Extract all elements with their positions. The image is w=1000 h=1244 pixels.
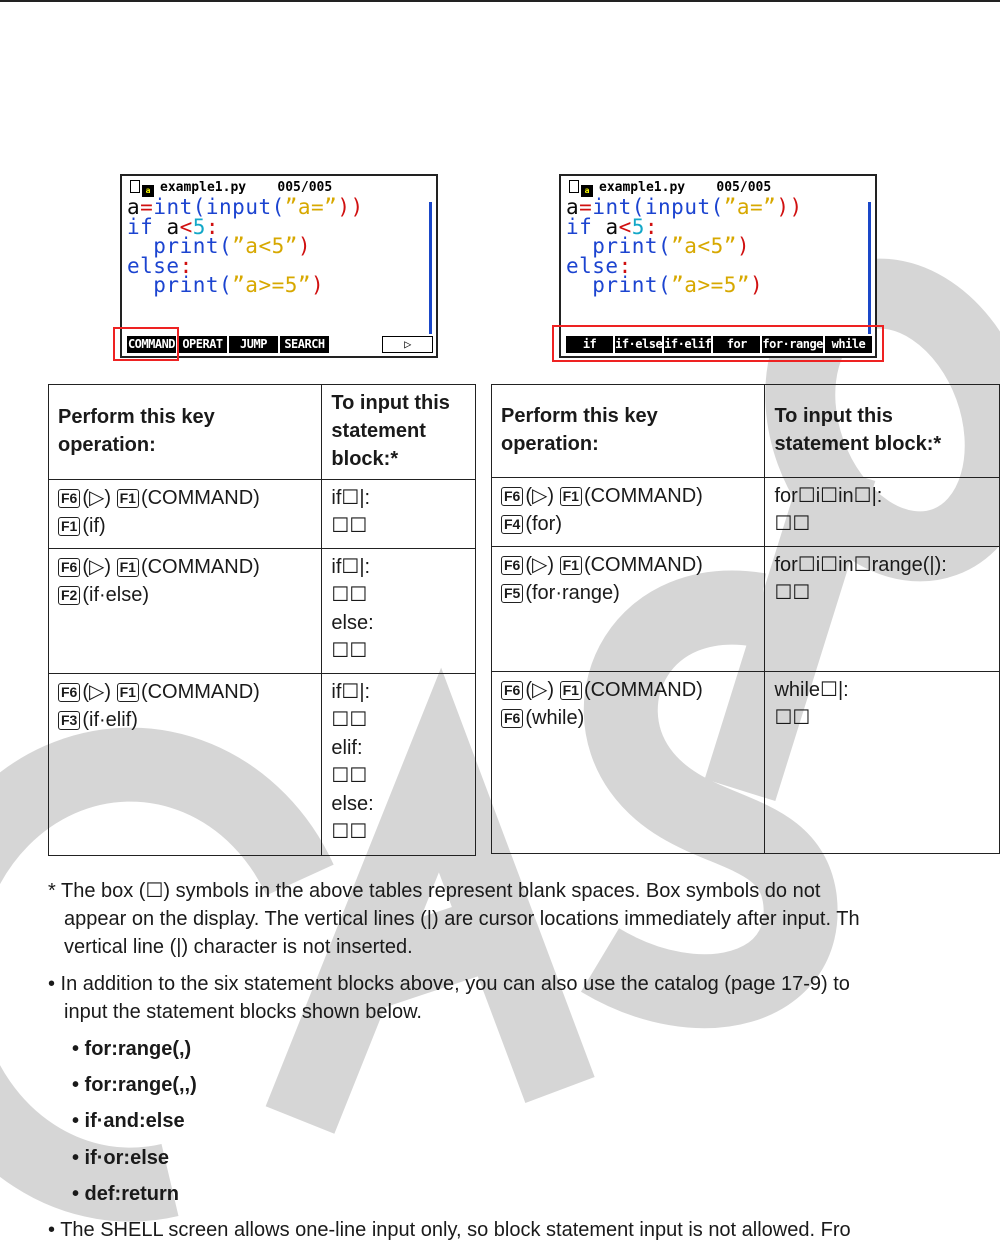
key-sequence (501, 482, 756, 510)
fkey-3[interactable]: if·elif (664, 337, 712, 351)
function-key-cap: F6 (58, 489, 80, 508)
table-row (492, 478, 1000, 547)
statement-line: ☐☐ (774, 582, 811, 604)
fkey-1[interactable]: if (566, 336, 613, 353)
statement-block-cell (322, 480, 476, 549)
code-token: a (127, 195, 141, 219)
table-row (49, 480, 476, 549)
fkey-4[interactable]: SEARCH (280, 336, 329, 353)
code-token: ”a<5” (232, 234, 298, 258)
function-key-cap: F1 (117, 558, 139, 577)
key-operation-cell (49, 674, 322, 856)
screen-title-bar (130, 180, 332, 196)
catalog-item: • for:range(,,) (72, 1074, 197, 1096)
statement-line: ☐☐ (774, 513, 811, 535)
key-label: (▷) (525, 554, 560, 576)
key-label: (COMMAND) (140, 487, 260, 509)
key-label: (▷) (525, 679, 560, 701)
statement-line: ☐☐ (331, 765, 368, 787)
footnote-line: vertical line (|) character is not inserted. (64, 936, 413, 958)
key-sequence (58, 512, 313, 540)
code-token: : (179, 253, 193, 278)
screen-title-bar (569, 180, 771, 196)
statement-table-right (491, 384, 1000, 854)
key-sequence (501, 704, 756, 732)
code-token: = (579, 195, 593, 219)
shell-note: • The SHELL screen allows one-line input only, so block statement input is not allowed. Fro (48, 1219, 851, 1241)
statement-block-cell (765, 547, 1000, 672)
key-label: (▷) (82, 487, 117, 509)
key-label: (if) (82, 515, 106, 537)
function-key-cap: F4 (501, 515, 523, 534)
key-label: (COMMAND) (583, 485, 703, 507)
code-token: ”a=” (284, 195, 338, 219)
statement-line: ☐☐ (331, 709, 368, 731)
code-token: print( (566, 234, 672, 258)
statement-block-cell (765, 478, 1000, 547)
code-token: : (618, 253, 632, 278)
key-sequence (501, 676, 756, 704)
key-label: (if·else) (82, 584, 150, 606)
footnote-line: * The box (☐) symbols in the above tables represent blank spaces. Box symbols do not (48, 880, 821, 902)
fkey-5[interactable] (331, 336, 380, 353)
code-token: 5 (631, 214, 645, 239)
key-label: (▷) (525, 485, 560, 507)
function-key-cap: F6 (501, 681, 523, 700)
statement-line: if☐|: (331, 681, 371, 703)
code-token: if (566, 214, 593, 239)
key-sequence (501, 579, 756, 607)
key-label: (while) (525, 707, 585, 729)
statement-table-left (48, 384, 476, 856)
code-token: ”a=” (723, 195, 777, 219)
code-token: ) (311, 273, 325, 297)
highlight-command-submenu (552, 325, 884, 362)
key-label: (COMMAND) (140, 681, 260, 703)
code-line (566, 273, 803, 297)
catalog-item: • for:range(,) (72, 1038, 192, 1060)
key-operation-cell (49, 549, 322, 674)
code-token: < (179, 214, 193, 239)
function-key-cap: F6 (501, 709, 523, 728)
key-sequence (58, 706, 313, 734)
fkey-2[interactable]: OPERAT (178, 336, 227, 353)
key-sequence (58, 484, 313, 512)
function-key-cap: F1 (117, 683, 139, 702)
statement-line: for☐i☐in☐range(|): (774, 554, 947, 576)
function-key-cap: F6 (501, 556, 523, 575)
footnote-line: appear on the display. The vertical lines (|) are cursor locations immediately after input. Th (64, 908, 860, 930)
key-label: (for·range) (525, 582, 620, 604)
table-row (49, 674, 476, 856)
function-key-cap: F1 (117, 489, 139, 508)
key-operation-cell (492, 478, 765, 547)
header-key-operation: Perform this key operation: (49, 385, 322, 480)
function-key-cap: F3 (58, 711, 80, 730)
key-label: (▷) (82, 556, 117, 578)
code-token: else (127, 253, 180, 278)
scrollbar[interactable] (429, 202, 432, 334)
statement-block-cell (322, 549, 476, 674)
key-sequence (58, 553, 313, 581)
header-statement-block: To input this statement block:* (322, 385, 476, 480)
function-key-cap: F1 (560, 681, 582, 700)
code-token: ”a>=5” (232, 273, 312, 297)
statement-line: else: (331, 793, 374, 815)
fkey-5[interactable]: for·range (762, 337, 823, 351)
code-token: print( (566, 273, 672, 297)
code-token: if (127, 214, 154, 239)
code-token: : (205, 214, 220, 239)
key-sequence (58, 678, 313, 706)
table-row (49, 549, 476, 674)
key-label: (if·elif) (82, 709, 138, 731)
header-key-operation: Perform this key operation: (492, 385, 765, 478)
key-operation-cell (492, 547, 765, 672)
statement-line: else: (331, 612, 374, 634)
fkey-4[interactable]: for (713, 336, 760, 353)
catalog-note: • In addition to the six statement blocks above, you can also use the catalog (page 17-9) to (48, 973, 850, 995)
code-token: a (566, 195, 580, 219)
code-token: print( (127, 273, 233, 297)
table-row (492, 672, 1000, 854)
code-token: )) (337, 195, 364, 219)
function-key-cap: F6 (58, 683, 80, 702)
fkey-2[interactable]: if·else (615, 337, 663, 351)
code-token: ”a>=5” (671, 273, 751, 297)
code-token: print( (127, 234, 233, 258)
battery-icon (569, 180, 579, 193)
code-token: ”a<5” (671, 234, 737, 258)
key-label: (▷) (82, 681, 117, 703)
fkey-6[interactable]: ▷ (382, 336, 433, 353)
key-label: (COMMAND) (583, 554, 703, 576)
catalog-item: • def:return (72, 1183, 180, 1205)
code-token: ) (297, 234, 312, 258)
function-key-cap: F5 (501, 584, 523, 603)
statement-block-cell (322, 674, 476, 856)
key-sequence (501, 510, 756, 538)
function-key-cap: F1 (560, 487, 582, 506)
function-key-cap: F1 (58, 517, 80, 536)
scrollbar[interactable] (868, 202, 871, 334)
function-key-cap: F2 (58, 586, 80, 605)
key-label: (for) (525, 513, 563, 535)
statement-line: ☐☐ (331, 515, 368, 537)
code-line (127, 273, 364, 297)
statement-line: elif: (331, 737, 363, 759)
statement-line: ☐☐ (331, 584, 368, 606)
statement-line: while☐|: (774, 679, 849, 701)
fkey-3[interactable]: JUMP (229, 336, 278, 353)
key-operation-cell (49, 480, 322, 549)
code-token: 5 (192, 214, 206, 239)
function-key-cap: F6 (501, 487, 523, 506)
function-key-cap: F6 (58, 558, 80, 577)
code-token: int(input( (153, 195, 285, 219)
code-editor[interactable] (127, 195, 364, 297)
alpha-mode-icon: a (142, 185, 154, 197)
alpha-mode-icon: a (581, 185, 593, 197)
fkey-6[interactable]: while (825, 336, 872, 353)
highlight-command-key (113, 327, 179, 361)
code-token: < (618, 214, 632, 239)
code-token: ) (736, 234, 751, 258)
statement-line: for☐i☐in☐|: (774, 485, 883, 507)
statement-line: ☐☐ (774, 707, 811, 729)
statement-line: ☐☐ (331, 821, 368, 843)
code-token: else (566, 253, 619, 278)
key-label: (COMMAND) (583, 679, 703, 701)
code-token: : (644, 214, 659, 239)
code-editor[interactable] (566, 195, 803, 297)
function-key-cap: F1 (560, 556, 582, 575)
code-token: ) (750, 273, 764, 297)
key-sequence (58, 581, 313, 609)
statement-line: ☐☐ (331, 640, 368, 662)
battery-icon (130, 180, 140, 193)
fkey-1[interactable]: COMMAND (127, 337, 176, 351)
header-statement-block: To input this statement block:* (765, 385, 1000, 478)
key-label: (COMMAND) (140, 556, 260, 578)
code-token: )) (776, 195, 803, 219)
screen-title: example1.py 005/005 (160, 180, 333, 195)
catalog-note: input the statement blocks shown below. (64, 1001, 422, 1023)
code-token: = (140, 195, 154, 219)
code-token: a (592, 214, 619, 239)
table-row (492, 547, 1000, 672)
catalog-item: • if·and:else (72, 1110, 185, 1132)
statement-line: if☐|: (331, 487, 371, 509)
statement-line: if☐|: (331, 556, 371, 578)
catalog-item: • if·or:else (72, 1147, 170, 1169)
statement-block-cell (765, 672, 1000, 854)
key-operation-cell (492, 672, 765, 854)
code-token: a (153, 214, 180, 239)
screen-title: example1.py 005/005 (599, 180, 772, 195)
top-rule (0, 0, 1000, 2)
code-token: int(input( (592, 195, 724, 219)
key-sequence (501, 551, 756, 579)
